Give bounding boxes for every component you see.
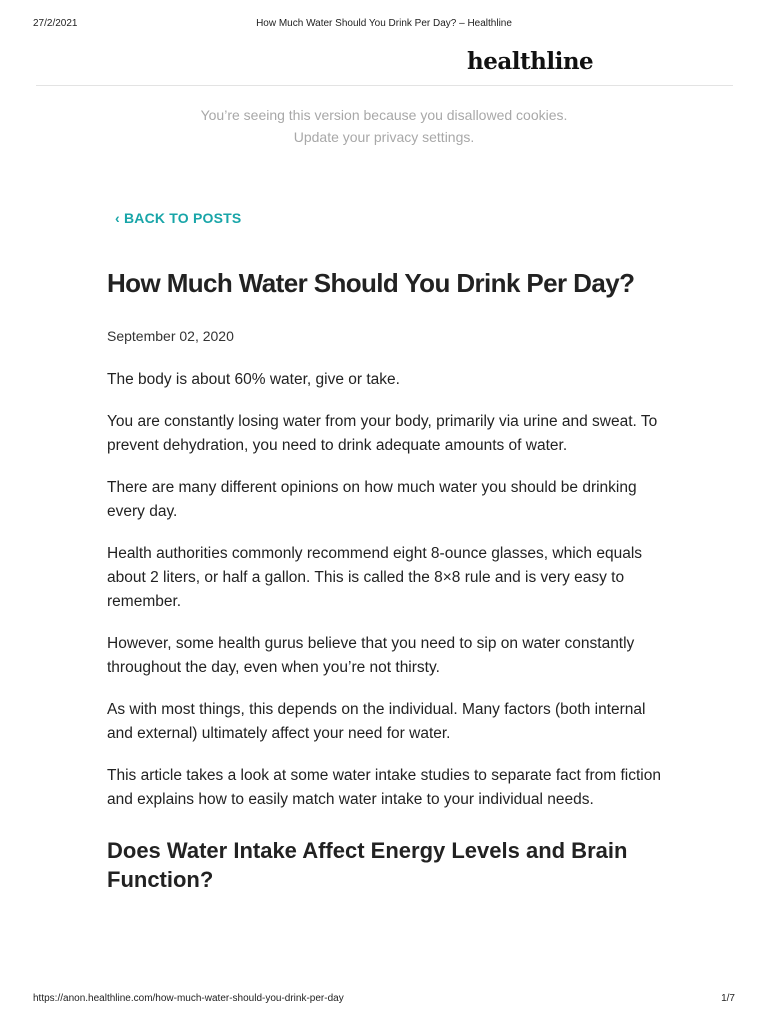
print-date: 27/2/2021 <box>33 18 78 29</box>
article-body <box>107 368 667 894</box>
article-paragraph: As with most things, this depends on the individual. Many factors (both internal and external) ultimately affect your need for water. <box>107 701 646 742</box>
article-title: How Much Water Should You Drink Per Day? <box>107 268 635 298</box>
article-paragraph: Health authorities commonly recommend eight 8-ounce glasses, which equals about 2 liters, or half a gallon. This is called the 8×8 rule and is very easy to remember. <box>107 545 643 610</box>
print-page-number: 1/7 <box>721 993 735 1004</box>
print-page-title: How Much Water Should You Drink Per Day? – Healthline <box>256 18 512 29</box>
header-divider <box>36 85 733 86</box>
article-paragraph: There are many different opinions on how much water you should be drinking every day. <box>107 479 637 520</box>
healthline-logo[interactable]: healthline <box>467 48 594 75</box>
privacy-settings-link[interactable]: Update your privacy settings. <box>293 129 475 145</box>
article-date: September 02, 2020 <box>107 328 234 344</box>
print-url: https://anon.healthline.com/how-much-water-should-you-drink-per-day <box>33 993 344 1004</box>
back-to-posts-link[interactable]: ‹ BACK TO POSTS <box>115 210 242 226</box>
article-paragraph: The body is about 60% water, give or take. <box>107 371 400 388</box>
cookie-notice-text: You’re seeing this version because you disallowed cookies. <box>200 107 568 123</box>
article-paragraph: However, some health gurus believe that you need to sip on water constantly throughout the day, even when you’re not thirsty. <box>107 635 635 676</box>
print-header <box>0 18 768 32</box>
cookie-notice <box>0 104 768 148</box>
article-paragraph: This article takes a look at some water intake studies to separate fact from fiction and explains how to easily match water intake to your individual needs. <box>107 767 661 808</box>
section-heading: Does Water Intake Affect Energy Levels and Brain Function? <box>107 838 628 892</box>
article-paragraph: You are constantly losing water from your body, primarily via urine and sweat. To prevent dehydration, you need to drink adequate amounts of water. <box>107 413 658 454</box>
